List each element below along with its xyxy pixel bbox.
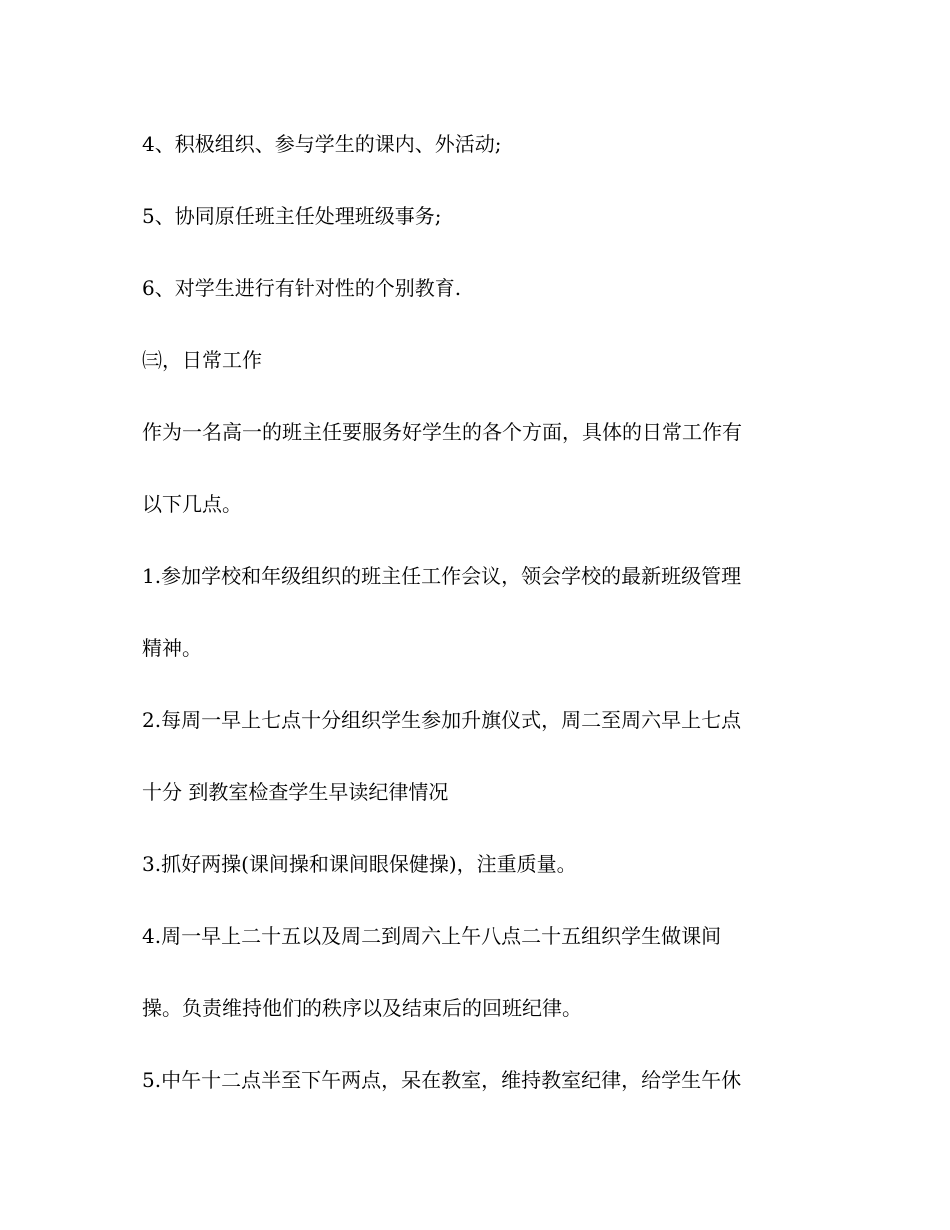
list-item-5-assist-head-teacher: 5、协同原任班主任处理班级事务; bbox=[142, 204, 442, 228]
item-4-break-exercises: 4.周一早上二十五以及周二到周六上午八点二十五组织学生做课间 bbox=[142, 924, 722, 948]
list-item-4-organize-activities: 4、积极组织、参与学生的课内、外活动; bbox=[142, 132, 502, 156]
item-1-meetings: 1.参加学校和年级组织的班主任工作会议，领会学校的最新班级管理 bbox=[142, 564, 742, 588]
paragraph-intro-continued: 以下几点。 bbox=[142, 492, 242, 516]
item-5-noon-supervision: 5.中午十二点半至下午两点，呆在教室，维持教室纪律，给学生午休 bbox=[142, 1068, 742, 1092]
item-4-break-exercises-continued: 操。负责维持他们的秩序以及结束后的回班纪律。 bbox=[142, 996, 582, 1020]
section-heading-daily-work: ㈢，日常工作 bbox=[142, 348, 262, 372]
item-1-meetings-continued: 精神。 bbox=[142, 636, 202, 660]
paragraph-intro: 作为一名高一的班主任要服务好学生的各个方面，具体的日常工作有 bbox=[142, 420, 742, 444]
item-2-flag-ceremony-continued: 十分 到教室检查学生早读纪律情况 bbox=[142, 780, 449, 804]
item-3-exercises: 3.抓好两操(课间操和课间眼保健操)，注重质量。 bbox=[142, 852, 577, 876]
list-item-6-individual-education: 6、对学生进行有针对性的个别教育. bbox=[142, 276, 462, 300]
item-2-flag-ceremony: 2.每周一早上七点十分组织学生参加升旗仪式，周二至周六早上七点 bbox=[142, 708, 742, 732]
